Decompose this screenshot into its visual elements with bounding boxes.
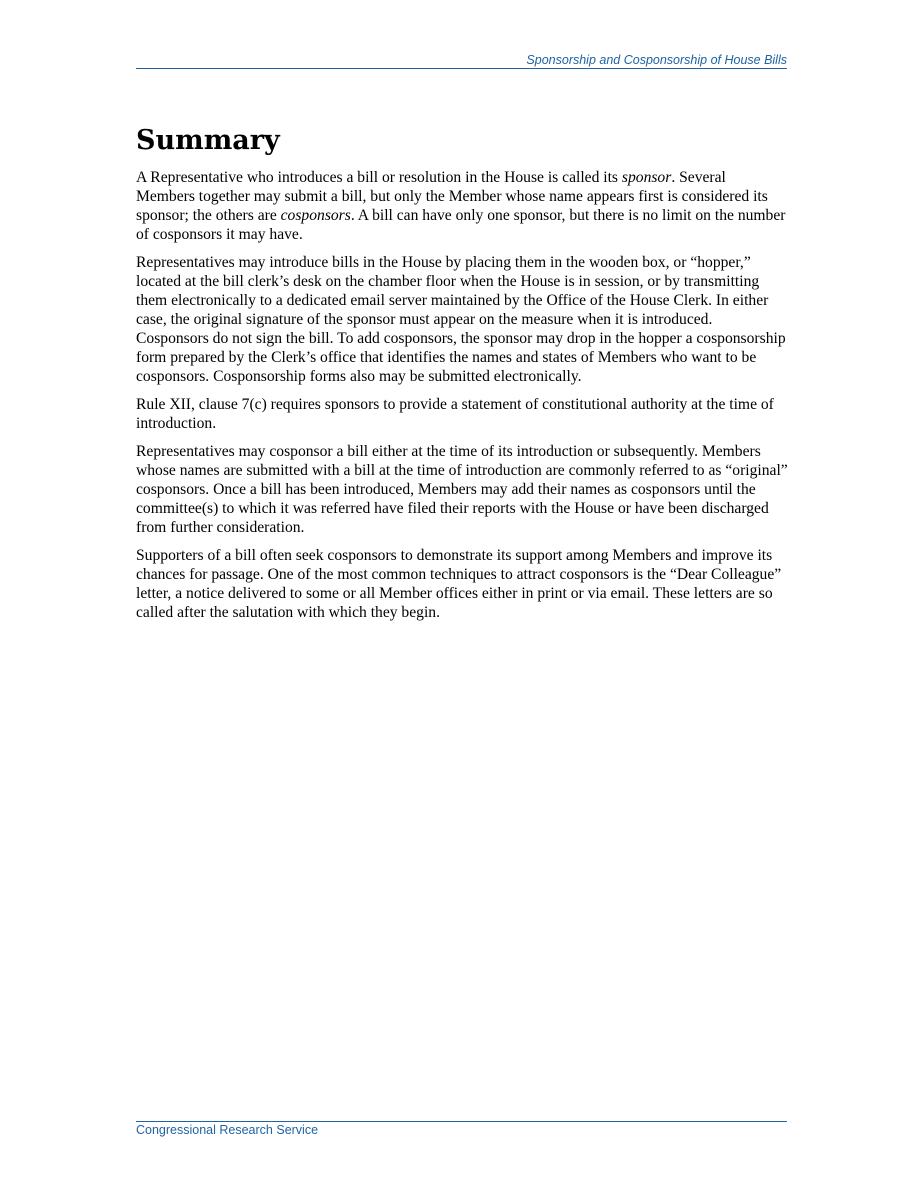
paragraph-introduction-methods: Representatives may introduce bills in the House by placing them in the wooden box, or “hopper,” located at the bill clerk’s desk on the chamber floor when the House is in session, or by transmitting them electronically to a dedicated email server maintained by the Office of the House Clerk. In either case, the original signature of the sponsor must appear on the measure when it is introduced. Cosponsors do not sign the bill. To add cosponsors, the sponsor may drop in the hopper a cosponsorship form prepared by the Clerk’s office that identifies the names and states of Members who want to be cosponsors. Cosponsorship forms also may be submitted electronically.: [136, 254, 786, 385]
emphasis-cosponsors: cosponsors: [280, 207, 351, 224]
document-body: [136, 121, 788, 631]
paragraph-dear-colleague: Supporters of a bill often seek cosponsors to demonstrate its support among Members and improve its chances for passage. One of the most common techniques to attract cosponsors is the “Dear Colleague” letter, a notice delivered to some or all Member offices either in print or via email. These letters are so called after the salutation with which they begin.: [136, 547, 782, 621]
paragraph-cosponsor-timing: Representatives may cosponsor a bill either at the time of its introduction or subsequently. Members whose names are submitted with a bill at the time of introduction are commonly referred to as “original” cosponsors. Once a bill has been introduced, Members may add their names as cosponsors until the committee(s) to which it was referred have filed their reports with the House or have been discharged from further consideration.: [136, 443, 788, 536]
paragraph-text: . Several Members together may submit a bill, but only the Member whose name appears first is considered its sponsor; the others are: [136, 169, 768, 224]
section-title: Summary: [136, 125, 280, 156]
footer-rule: [136, 1121, 787, 1122]
running-header-title: Sponsorship and Cosponsorship of House Bills: [526, 53, 787, 67]
emphasis-sponsor: sponsor: [621, 169, 672, 186]
paragraph-rule-xii: Rule XII, clause 7(c) requires sponsors to provide a statement of constitutional authority at the time of introduction.: [136, 396, 774, 432]
paragraph-sponsor-definition: [136, 168, 788, 244]
header-rule: [136, 68, 787, 69]
footer-publisher: Congressional Research Service: [136, 1123, 319, 1137]
paragraph-text: A Representative who introduces a bill or resolution in the House is called its: [136, 169, 622, 186]
paragraph-text: . A bill can have only one sponsor, but there is no limit on the number of cosponsors it may have.: [136, 207, 786, 243]
